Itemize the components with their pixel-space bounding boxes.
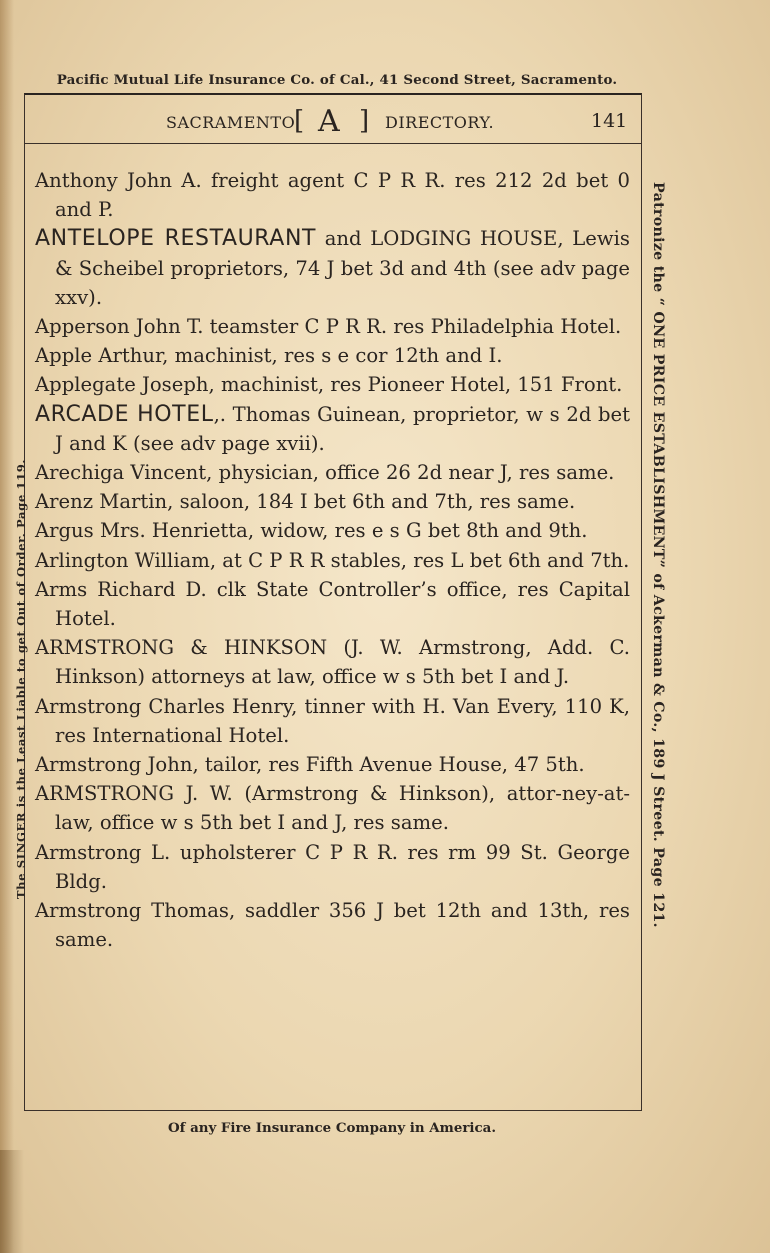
bottom-advertisement: Of any Fire Insurance Company in America.	[167, 1120, 497, 1136]
directory-entry: ARMSTRONG J. W. (Armstrong & Hinkson), attor-ney-at-law, office w s 5th bet I and J, res same.	[35, 782, 630, 835]
directory-entry: Argus Mrs. Henrietta, widow, res e s G bet 8th and 9th.	[35, 519, 588, 543]
directory-entry: ARCADE HOTEL,. Thomas Guinean, proprietor, w s 2d bet J and K (see adv page xvii).	[35, 401, 631, 455]
directory-entry: Armstrong Thomas, saddler 356 J bet 12th and 13th, res same.	[35, 899, 630, 952]
directory-entry: Armstrong John, tailor, res Fifth Avenue House, 47 5th.	[35, 753, 585, 777]
left-margin-advertisement: The SINGER is the Least Liable to get Out of Order. Page 119.	[14, 458, 28, 900]
directory-entry: Arlington William, at C P R R stables, res L bet 6th and 7th.	[35, 548, 630, 572]
directory-entry: Applegate Joseph, machinist, res Pioneer Hotel, 151 Front.	[35, 373, 623, 397]
directory-entries	[35, 166, 630, 954]
running-head-close-bracket: ]	[359, 106, 370, 136]
directory-entry: Anthony John A. freight agent C P R R. res 212 2d bet 0 and P.	[35, 169, 630, 222]
directory-entry: Arenz Martin, saloon, 184 I bet 6th and 7th, res same.	[35, 490, 576, 514]
running-head-city: SACRAMENTO	[166, 113, 296, 132]
running-head	[24, 104, 640, 139]
directory-entry: Apperson John T. teamster C P R R. res Philadelphia Hotel.	[35, 315, 622, 339]
page-corner-shadow	[0, 1150, 24, 1253]
directory-entry: ANTELOPE RESTAURANT and LODGING HOUSE, Lewis & Scheibel proprietors, 74 J bet 3d and 4th (see adv page xxv).	[35, 226, 630, 309]
directory-entry: Armstrong Charles Henry, tinner with H. Van Every, 110 K, res International Hotel.	[35, 694, 630, 747]
directory-entry: Arms Richard D. clk State Controller’s office, res Capital Hotel.	[35, 577, 630, 631]
right-margin-advertisement: Patronize the “ ONE PRICE ESTABLISHMENT” of Ackerman & Co., 189 J Street. Page 121.	[650, 182, 666, 928]
page-number: 141	[591, 110, 628, 132]
running-head-title: DIRECTORY.	[385, 113, 495, 132]
running-head-letter: A	[318, 104, 340, 139]
header-rule	[24, 143, 641, 144]
directory-entry: Arechiga Vincent, physician, office 26 2d near J, res same.	[35, 461, 615, 485]
directory-entry: ARMSTRONG & HINKSON (J. W. Armstrong, Add. C. Hinkson) attorneys at law, office w s 5th bet I and J.	[35, 636, 630, 689]
running-head-open-bracket: [	[294, 106, 305, 136]
directory-entry: Armstrong L. upholsterer C P R R. res rm 99 St. George Bldg.	[35, 840, 630, 893]
page-edge-shadow	[0, 0, 14, 1253]
directory-entry: Apple Arthur, machinist, res s e cor 12th and I.	[35, 344, 503, 368]
top-advertisement: Pacific Mutual Life Insurance Co. of Cal., 41 Second Street, Sacramento.	[56, 72, 618, 88]
